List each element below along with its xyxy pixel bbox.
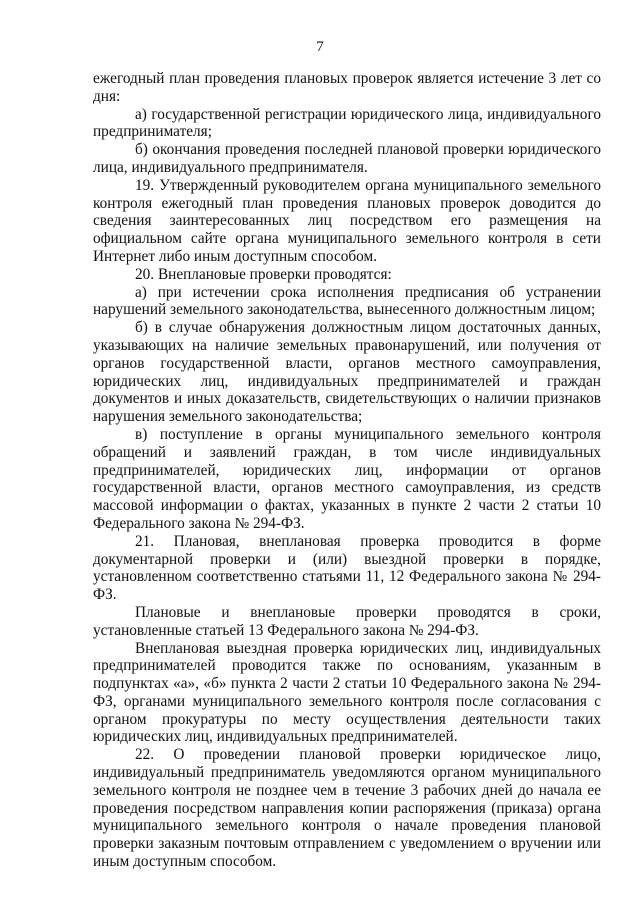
paragraph: 22. О проведении плановой проверки юридическое лицо, индивидуальный предприниматель уведомляются органом муниципального земельного контроля не позднее чем в течение 3 рабочих дней до начала ее проведения посредством направления копии распоряжения (приказа) органа муниципального земельного контроля о начале проведения плановой проверки заказным почтовым отправлением с уведомлением о вручении или иным доступным способом.	[93, 746, 601, 871]
paragraph: Внеплановая выездная проверка юридических лиц, индивидуальных предпринимателей проводится также по основаниям, указанным в подпунктах «а», «б» пункта 2 части 2 статьи 10 Федерального закона № 294-ФЗ, органами муниципального земельного контроля после согласования с органом прокуратуры по месту осуществления деятельности таких юридических лиц, индивидуальных предпринимателей.	[93, 639, 601, 746]
paragraph: 21. Плановая, внеплановая проверка проводится в форме документарной проверки и (или) выездной проверки в порядке, установленном соответственно статьями 11, 12 Федерального закона № 294-ФЗ.	[93, 532, 601, 604]
paragraph: в) поступление в органы муниципального земельного контроля обращений и заявлений граждан, в том числе индивидуальных предпринимателей, юридических лиц, информации от органов государственной власти, органов местного самоуправления, из средств массовой информации о фактах, указанных в пункте 2 части 2 статьи 10 Федерального закона № 294-ФЗ.	[93, 425, 601, 532]
paragraph: ежегодный план проведения плановых проверок является истечение 3 лет со дня:	[93, 70, 601, 105]
page-number: 7	[316, 39, 324, 55]
document-body	[93, 70, 601, 871]
paragraph: 20. Внеплановые проверки проводятся:	[135, 265, 392, 283]
paragraph: б) окончания проведения последней плановой проверки юридического лица, индивидуального предпринимателя.	[93, 141, 601, 176]
paragraph: а) при истечении срока исполнения предписания об устранении нарушений земельного законодательства, вынесенного должностным лицом;	[93, 283, 601, 319]
paragraph: Плановые и внеплановые проверки проводятся в сроки, установленные статьей 13 Федерального закона № 294-ФЗ.	[93, 603, 601, 639]
paragraph: 19. Утвержденный руководителем органа муниципального земельного контроля ежегодный план проведения плановых проверок доводится до сведения заинтересованных лиц посредством его размещения на официальном сайте органа муниципального земельного контроля в сети Интернет либо иным доступным способом.	[93, 176, 601, 265]
paragraph: б) в случае обнаружения должностным лицом достаточных данных, указывающих на наличие земельных правонарушений, или получения от органов государственной власти, органов местного самоуправления, юридических лиц, индивидуальных предпринимателей и граждан документов и иных доказательств, свидетельствующих о наличии признаков нарушения земельного законодательства;	[93, 319, 601, 426]
paragraph: а) государственной регистрации юридического лица, индивидуального предпринимателя;	[93, 105, 601, 141]
